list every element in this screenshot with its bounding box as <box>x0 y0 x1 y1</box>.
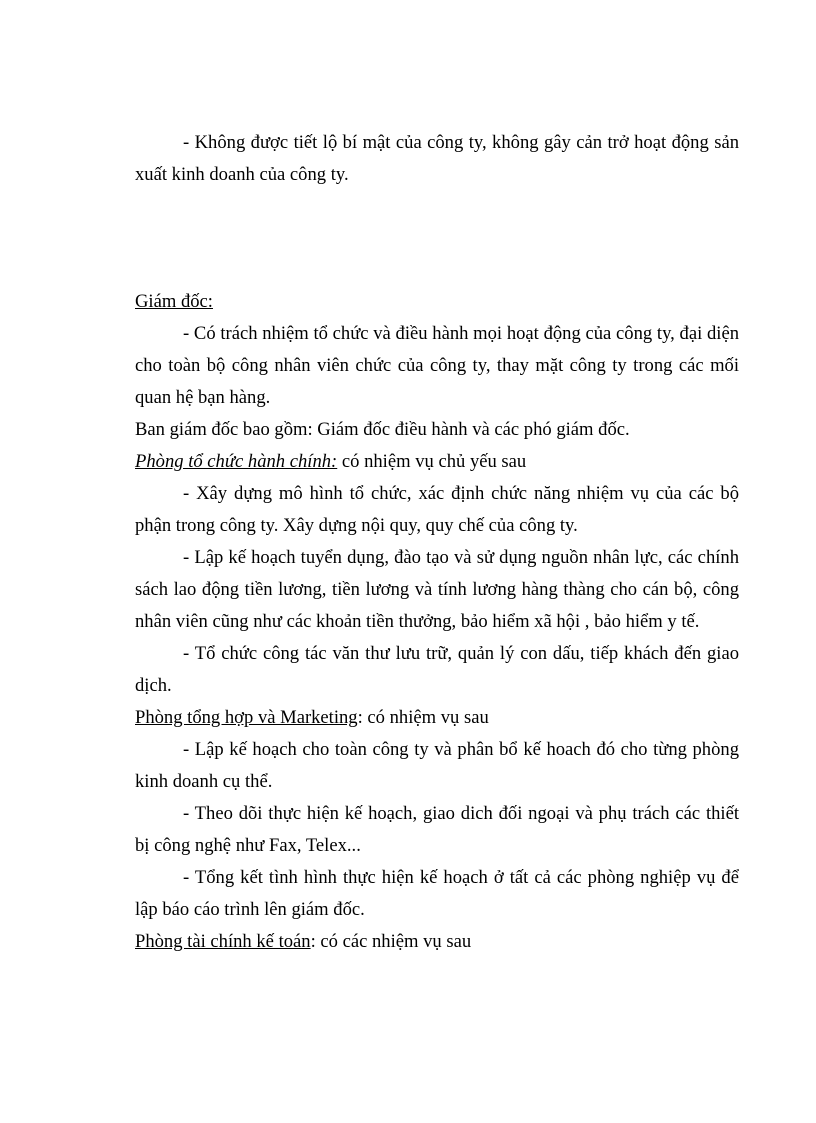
paragraph-marketing-duty-2: - Theo dõi thực hiện kế hoạch, giao dich đối ngoại và phụ trách các thiết bị công nghệ như Fax, Telex... <box>135 803 739 856</box>
heading-marketing-dept-rest: : có nhiệm vụ sau <box>357 707 489 728</box>
document-page <box>135 127 739 958</box>
paragraph-marketing-duty-3: - Tổng kết tình hình thực hiện kế hoạch ở tất cả các phòng nghiệp vụ để lập báo cáo trình lên giám đốc. <box>135 867 739 920</box>
heading-admin-dept-rest: có nhiệm vụ chủ yếu sau <box>337 451 527 472</box>
heading-admin-dept-label: Phòng tổ chức hành chính: <box>135 451 338 472</box>
paragraph-admin-duty-1: - Xây dựng mô hình tổ chức, xác định chức năng nhiệm vụ của các bộ phận trong công ty. Xây dựng nội quy, quy chế của công ty. <box>135 483 739 536</box>
heading-marketing-dept-label: Phòng tổng hợp và Marketing <box>135 707 358 728</box>
spacer <box>135 191 739 286</box>
heading-finance-dept-label: Phòng tài chính kế toán <box>135 931 311 952</box>
paragraph-marketing-duty-1: - Lập kế hoạch cho toàn công ty và phân bổ kế hoach đó cho từng phòng kinh doanh cụ thể. <box>135 739 739 792</box>
paragraph-director-duties: - Có trách nhiệm tổ chức và điều hành mọi hoạt động của công ty, đại diện cho toàn bộ công nhân viên chức của công ty, thay mặt công ty trong các mối quan hệ bạn hàng. <box>135 323 739 408</box>
paragraph-board: Ban giám đốc bao gồm: Giám đốc điều hành và các phó giám đốc. <box>135 419 630 440</box>
heading-finance-dept <box>135 926 739 958</box>
heading-director-label: Giám đốc: <box>135 291 213 312</box>
heading-director <box>135 286 739 318</box>
heading-finance-dept-rest: : có các nhiệm vụ sau <box>310 931 472 952</box>
paragraph-confidentiality: - Không được tiết lộ bí mật của công ty, không gây cản trở hoạt động sản xuất kinh doanh của công ty. <box>135 132 739 185</box>
paragraph-admin-duty-2: - Lập kế hoạch tuyển dụng, đào tạo và sử dụng nguồn nhân lực, các chính sách lao động tiền lương, tiền lương và tính lương hàng thàng cho cán bộ, công nhân viên cũng như các khoản tiền thưởng, bảo hiểm xã hội , bảo hiểm y tế. <box>135 547 739 632</box>
heading-marketing-dept <box>135 702 739 734</box>
heading-admin-dept <box>135 446 739 478</box>
paragraph-admin-duty-3: - Tổ chức công tác văn thư lưu trữ, quản lý con dấu, tiếp khách đến giao dịch. <box>135 643 739 696</box>
